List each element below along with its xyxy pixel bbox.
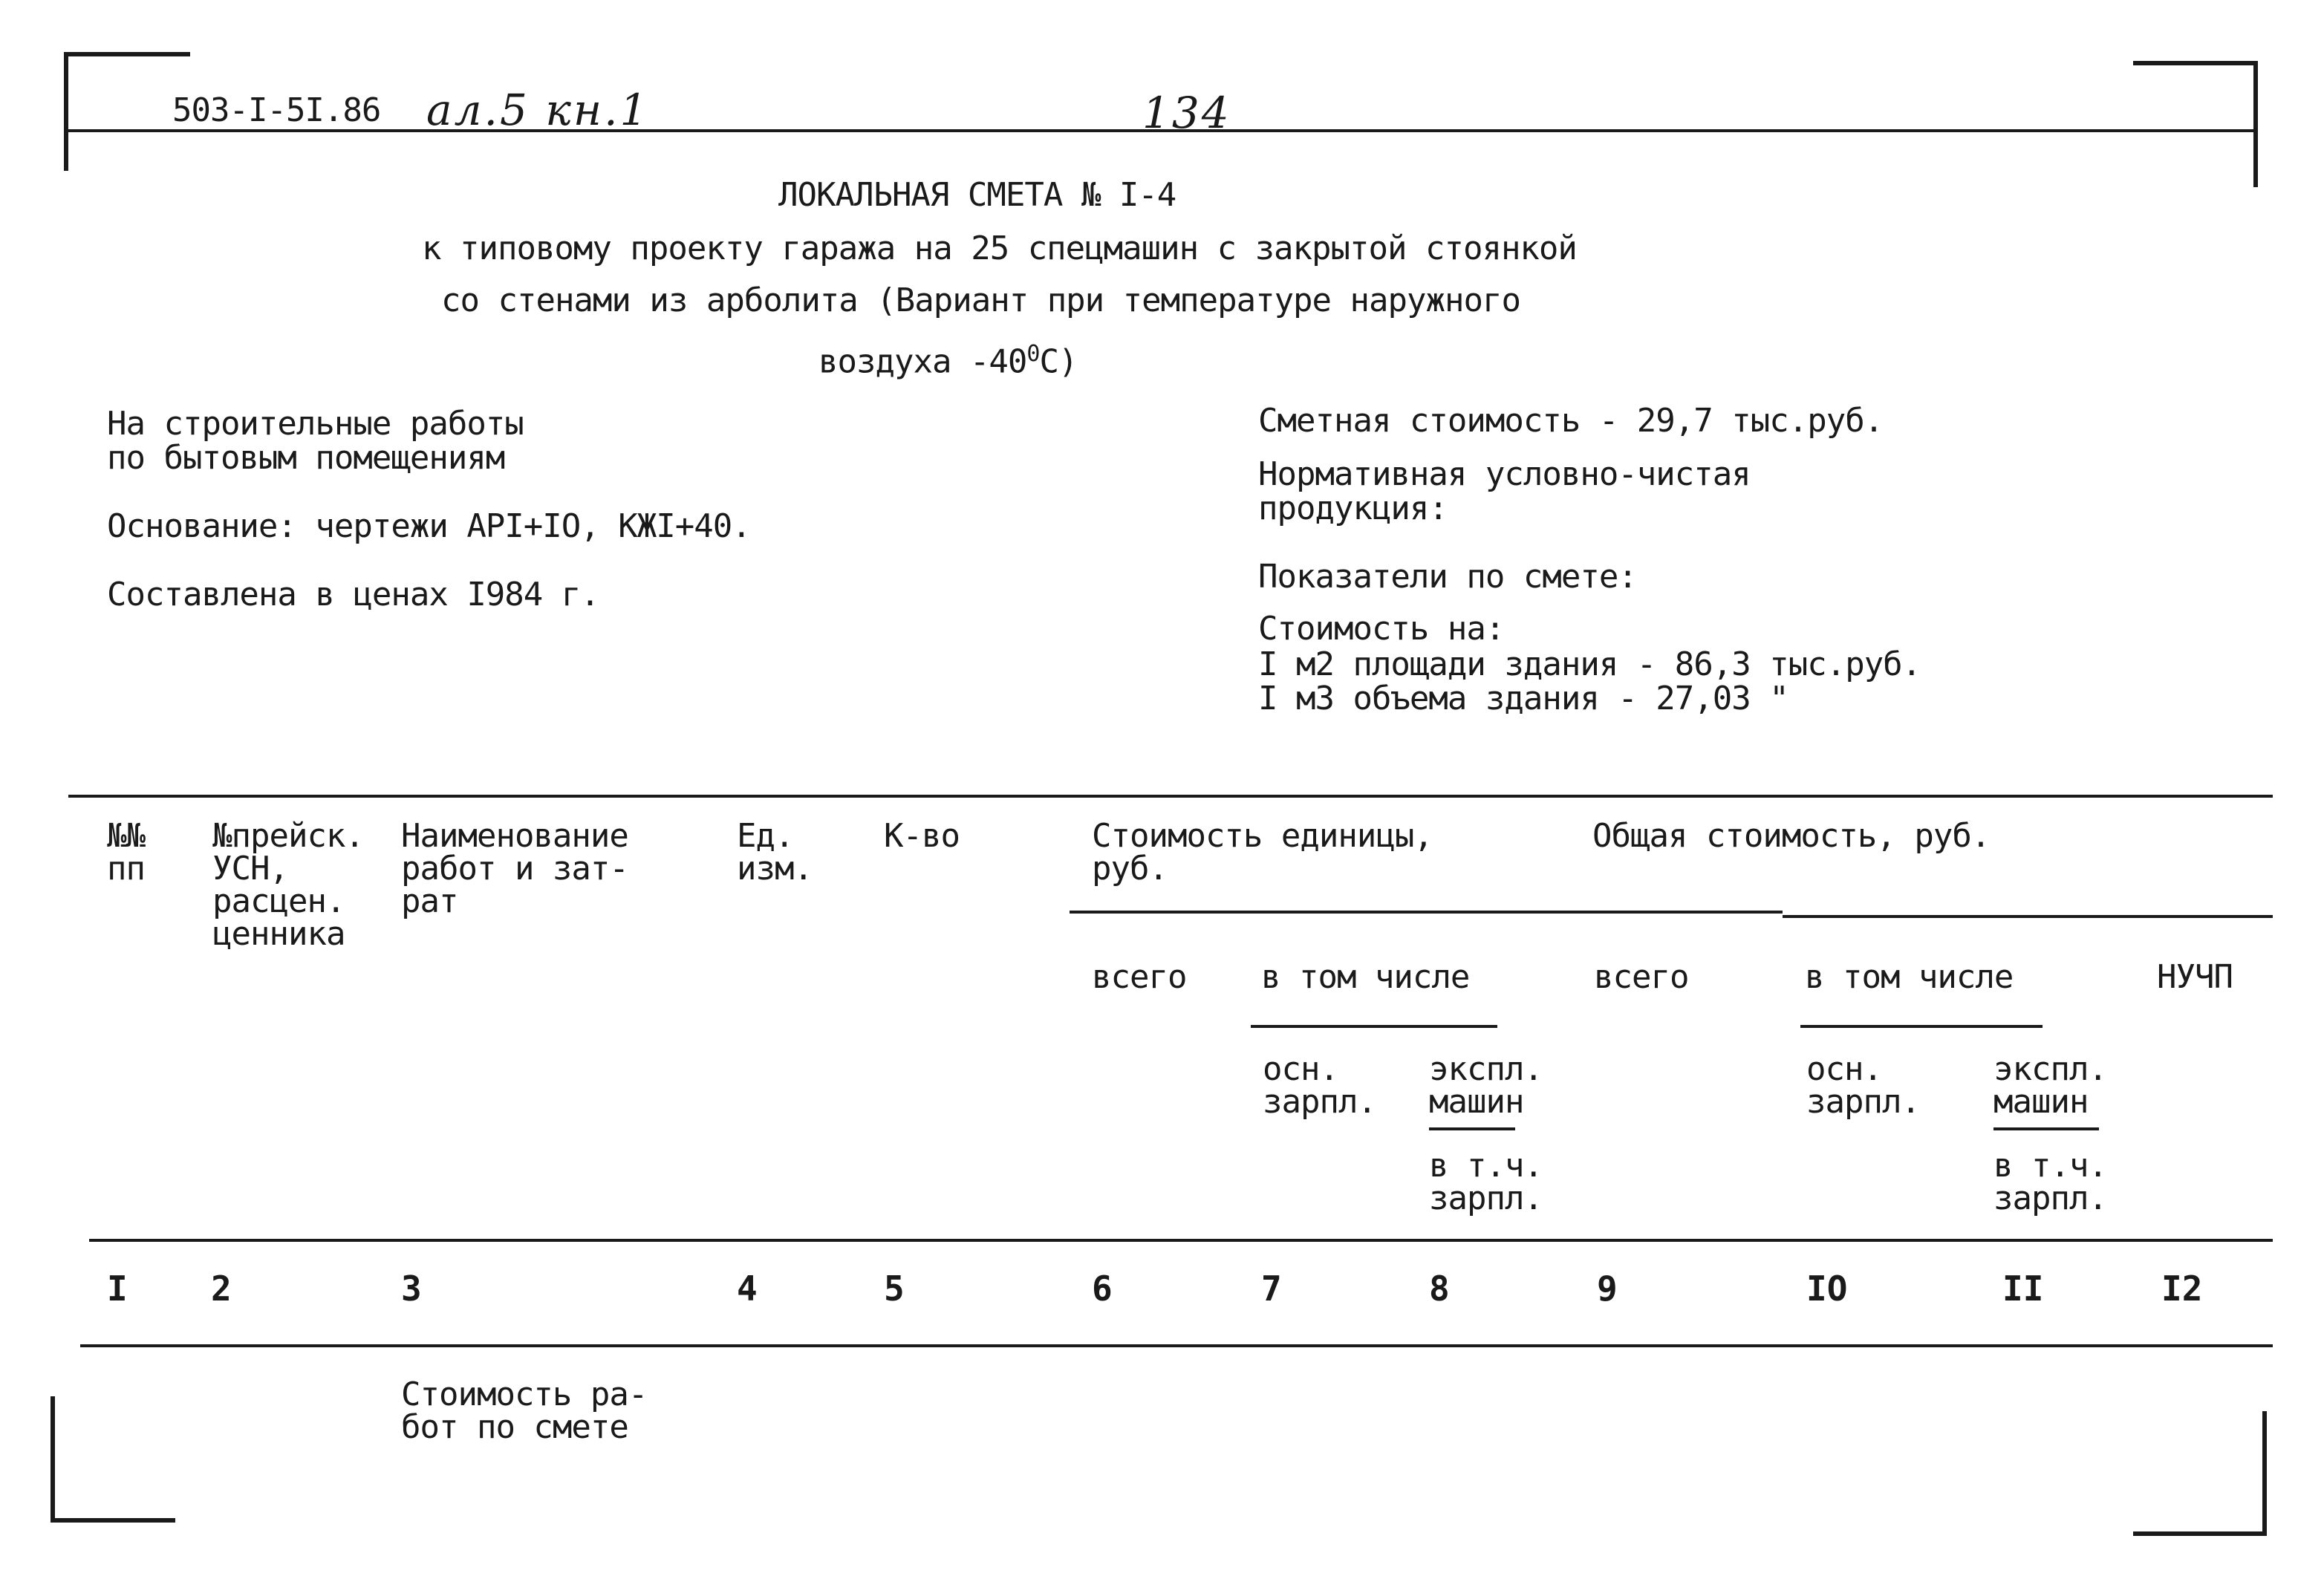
col-header-base-pay-1: осн. зарпл.	[1263, 1050, 1376, 1121]
col-header-machines-1: экспл. машин	[1429, 1050, 1543, 1121]
unit-cost-group-rule	[1070, 911, 1783, 914]
machines-1-rule	[1429, 1127, 1515, 1130]
title-line-3: со стенами из арболита (Вариант при температуре наружного	[441, 281, 1520, 319]
col-header-machines-2: экспл. машин	[1993, 1050, 2107, 1121]
column-numbers-rule	[80, 1344, 2273, 1347]
incl-1-rule	[1251, 1025, 1497, 1028]
col-number-9: 9	[1597, 1269, 1618, 1309]
frame-top-right-v	[2253, 61, 2258, 187]
document-code: 503-I-5I.86	[172, 91, 381, 129]
frame-bottom-right-h	[2133, 1531, 2267, 1536]
indicators-heading: Показатели по смете:	[1258, 558, 1637, 596]
document-title: ЛОКАЛЬНАЯ СМЕТА № I-4	[778, 176, 1176, 214]
col-header-total-cost-group: Общая стоимость, руб.	[1592, 817, 1991, 855]
col-header-machines-pay-2: в т.ч. зарпл.	[1993, 1147, 2107, 1217]
row-name-line-2: бот по смете	[401, 1408, 628, 1446]
col-header-unit: Ед. изм.	[737, 817, 813, 888]
frame-top-right-h	[2133, 61, 2258, 65]
page-number-handwritten: 134	[1142, 88, 1231, 138]
degree-superscript: 0	[1026, 341, 1040, 367]
table-top-rule	[68, 795, 2273, 798]
works-type-line-1: На строительные работы	[107, 405, 524, 443]
estimated-cost: Сметная стоимость - 29,7 тыс.руб.	[1258, 402, 1884, 440]
prices-year-text: Составлена в ценах I984 г.	[107, 576, 599, 613]
col-number-3: 3	[401, 1269, 422, 1309]
cost-per-m2: I м2 площади здания - 86,3 тыс.руб.	[1258, 645, 1921, 683]
col-header-quantity: К-во	[884, 817, 960, 855]
incl-2-rule	[1800, 1025, 2043, 1028]
col-number-8: 8	[1429, 1269, 1450, 1309]
col-header-base-pay-2: осн. зарпл.	[1806, 1050, 1920, 1121]
basis-text: Основание: чертежи АРI+IO, КЖI+40.	[107, 507, 751, 545]
col-header-total-incl: в том числе	[1805, 958, 2014, 996]
frame-top-left-v	[64, 52, 68, 171]
col-header-unit-total: всего	[1092, 958, 1187, 996]
machines-2-rule	[1993, 1127, 2099, 1130]
col-number-1: I	[107, 1269, 128, 1309]
cost-per-m3: I м3 объема здания - 27,03 "	[1258, 680, 1788, 717]
col-number-2: 2	[211, 1269, 232, 1309]
title-line-4-suffix: С)	[1039, 342, 1078, 381]
frame-bottom-left-h	[51, 1518, 175, 1523]
title-line-4	[818, 336, 1077, 381]
col-number-5: 5	[884, 1269, 905, 1309]
col-number-7: 7	[1261, 1269, 1282, 1309]
col-header-nuchp: НУЧП	[2157, 958, 2233, 996]
col-header-unit-incl: в том числе	[1261, 958, 1470, 996]
cost-per-heading: Стоимость на:	[1258, 610, 1505, 648]
title-line-2: к типовому проекту гаража на 25 спецмашин с закрытой стоянкой	[422, 229, 1577, 267]
row-name-line-1: Стоимость ра-	[401, 1375, 648, 1413]
title-line-4-prefix: воздуха -40	[818, 342, 1027, 381]
col-header-machines-pay-1: в т.ч. зарпл.	[1429, 1147, 1543, 1217]
table-row	[401, 1375, 648, 1446]
album-number-handwritten: ал.5 кн.1	[426, 85, 650, 135]
frame-bottom-left-v	[51, 1396, 55, 1523]
header-bottom-rule	[89, 1239, 2273, 1242]
works-type-line-2: по бытовым помещениям	[107, 439, 505, 477]
col-header-number: №№ пп	[107, 817, 145, 888]
col-header-grand-total: всего	[1594, 958, 1689, 996]
col-number-11: II	[2002, 1269, 2044, 1309]
col-number-10: IO	[1806, 1269, 1848, 1309]
col-header-unit-cost-group: Стоимость единицы, руб.	[1092, 817, 1433, 888]
col-header-name: Наименование работ и зат- рат	[401, 817, 628, 920]
col-header-price-list: №прейск. УСН, расцен. ценника	[212, 817, 364, 953]
total-cost-group-rule	[1783, 915, 2273, 918]
normative-product-line-2: продукция:	[1258, 489, 1448, 527]
frame-bottom-right-v	[2262, 1411, 2267, 1536]
frame-top-left-h	[65, 52, 190, 56]
col-number-4: 4	[737, 1269, 758, 1309]
col-number-12: I2	[2161, 1269, 2203, 1309]
normative-product-line-1: Нормативная условно-чистая	[1258, 455, 1751, 493]
col-number-6: 6	[1092, 1269, 1113, 1309]
